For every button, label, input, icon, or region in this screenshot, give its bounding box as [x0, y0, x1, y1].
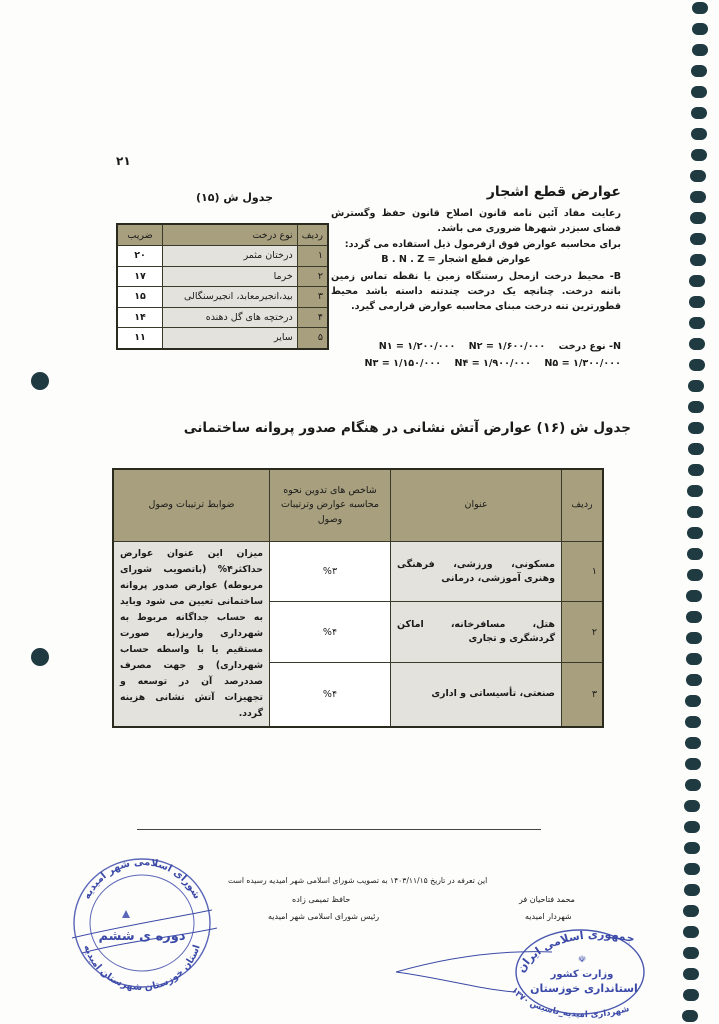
column-header: ردیف [562, 469, 604, 542]
binding-hole [692, 2, 708, 14]
row-index: ۱ [297, 246, 328, 267]
column-header: ردیف [297, 224, 328, 246]
table-header-row [117, 224, 328, 246]
section-body [331, 206, 621, 315]
binding-hole [691, 107, 707, 119]
stamp-text-line: استانداری خوزستان [530, 982, 638, 995]
mayor-title: شهردار امیدیه [525, 912, 572, 921]
collection-rules: میزان این عنوان عوارض حداکثر۴% (باتصویب شورای مربوطه) عوارض صدور پروانه ساختمانی تعیین می شود وباید به حساب جداگانه مربوط به شهرداری واریز(به صورت مستقیم یا با واسطه حساب شهرداری) و جهت مصرف صددرصد آن در توسعه و تجهیزات آتش نشانی هزینه گردد. [113, 542, 270, 728]
column-header: نوع درخت [163, 224, 298, 246]
coefficient: N۱ = ۱/۲۰۰/۰۰۰ [378, 341, 456, 352]
tree-coefficient-table [116, 223, 329, 350]
binding-hole [687, 527, 703, 539]
row-index: ۳ [297, 287, 328, 308]
council-stamp [62, 848, 222, 998]
binding-hole [689, 338, 705, 350]
binding-hole [683, 968, 699, 980]
binding-hole [686, 611, 702, 623]
coefficient-value: ۱۱ [117, 328, 163, 349]
tree-type: بید،انجیرمعابد، انجیرسنگالی [163, 287, 298, 308]
table-caption: جدول ش (۱۵) [196, 191, 273, 204]
usage-title: صنعتی، تأسیساتی و اداری [391, 662, 562, 727]
council-head-title: رئیس شورای اسلامی شهر امیدیه [268, 912, 380, 921]
usage-title: مسکونی، ورزشی، فرهنگی وهنری آموزشی، درمانی [391, 542, 562, 602]
binding-hole [684, 842, 700, 854]
binding-hole [682, 1010, 698, 1022]
binding-hole [690, 233, 706, 245]
row-index: ۵ [297, 328, 328, 349]
binding-hole [690, 212, 706, 224]
binding-hole [690, 170, 706, 182]
binding-hole [689, 296, 705, 308]
row-index: ۲ [297, 266, 328, 287]
stamp-text-line: وزارت کشور [550, 969, 614, 980]
mayor-name: محمد فتاحیان فر [519, 895, 575, 904]
binding-hole [688, 443, 704, 455]
stamp-text-bottom: استان خوزستان شهرستان امیدیه [81, 943, 203, 994]
binding-hole [691, 86, 707, 98]
binding-hole [688, 380, 704, 392]
tree-type: سایر [163, 328, 298, 349]
approval-note: این تعرفه در تاریخ ۱۴۰۳/۱۱/۱۵ به تصویب شورای اسلامی شهر امیدیه رسیده است [228, 876, 488, 885]
footer-divider [137, 829, 541, 830]
row-index: ۱ [562, 542, 604, 602]
svg-text:☫: ☫ [577, 955, 587, 965]
punch-hole [31, 372, 49, 390]
binding-hole [683, 926, 699, 938]
binding-hole [686, 590, 702, 602]
fee-rate: %۴ [270, 602, 391, 662]
column-header: ضوابط ترتیبات وصول [113, 469, 270, 542]
coefficient-list [361, 338, 621, 372]
fire-fee-table [112, 468, 604, 728]
row-index: ۳ [562, 662, 604, 727]
coefficient-value: ۱۷ [117, 266, 163, 287]
binding-hole [692, 44, 708, 56]
page-number: ۲۱ [116, 154, 131, 168]
binding-hole [687, 485, 703, 497]
binding-hole [688, 422, 704, 434]
coefficient: N۴ = ۱/۹۰۰/۰۰۰ [454, 358, 532, 369]
coefficient: N۳ = ۱/۱۵۰/۰۰۰ [364, 358, 442, 369]
coefficient-value: ۱۴ [117, 307, 163, 328]
municipality-stamp [392, 916, 650, 1020]
paragraph: برای محاسبه عوارض فوق ازفرمول ذیل استفاده می گردد: [344, 238, 621, 250]
binding-hole [685, 695, 701, 707]
binding-hole [684, 821, 700, 833]
binding-hole [687, 548, 703, 560]
table-row [117, 307, 328, 328]
binding-hole [688, 401, 704, 413]
binding-hole [686, 632, 702, 644]
formula: B . N . Z = عوارض قطع اشجار [381, 254, 531, 266]
tree-type: خرما [163, 266, 298, 287]
tree-type: درختچه های گل دهنده [163, 307, 298, 328]
binding-hole [687, 569, 703, 581]
table-row [117, 246, 328, 267]
coefficient-line [361, 338, 621, 355]
usage-title: هتل، مسافرخانه، اماکن گردشگری و تجاری [391, 602, 562, 662]
row-index: ۴ [297, 307, 328, 328]
binding-hole [684, 800, 700, 812]
table-row [117, 266, 328, 287]
binding-hole [684, 863, 700, 875]
binding-hole [686, 674, 702, 686]
binding-hole [685, 716, 701, 728]
binding-hole [685, 758, 701, 770]
binding-hole [687, 506, 703, 518]
binding-hole [689, 275, 705, 287]
coefficient: N۵ = ۱/۳۰۰/۰۰۰ [544, 358, 621, 369]
binding-hole [689, 317, 705, 329]
binding-hole [692, 23, 708, 35]
section-title: عوارض قطع اشجار [486, 184, 621, 200]
table-title: جدول ش (۱۶) عوارض آتش نشانی در هنگام صدور پروانه ساختمانی [183, 420, 631, 436]
table-row [113, 542, 603, 602]
column-header: عنوان [391, 469, 562, 542]
stamp-text-top: جمهوری اسلامی ایران [514, 927, 637, 975]
binding-hole [691, 128, 707, 140]
coefficient-value: ۲۰ [117, 246, 163, 267]
coefficient-label: N- نوع درخت [558, 341, 621, 352]
punch-hole [31, 648, 49, 666]
stamp-text-top: شورای اسلامی شهر امیدیه [81, 856, 203, 902]
column-header: ضریب [117, 224, 163, 246]
binding-hole [686, 653, 702, 665]
binding-hole [685, 779, 701, 791]
stamp-text-bottom: شهرداری امیدیه_تاسیس ۱۳۷۰ [508, 985, 631, 1020]
binding-hole [683, 989, 699, 1001]
council-head-name: حافظ تمیمی زاده [292, 895, 351, 904]
binding-hole [691, 65, 707, 77]
column-header: شاخص های تدوین نحوه محاسبه عوارض وترتیبات وصول [270, 469, 391, 542]
coefficient: N۲ = ۱/۶۰۰/۰۰۰ [468, 341, 546, 352]
fee-rate: %۳ [270, 542, 391, 602]
coefficient-line [361, 355, 621, 372]
row-index: ۲ [562, 602, 604, 662]
binding-hole [688, 464, 704, 476]
binding-hole [689, 359, 705, 371]
binding-hole [690, 254, 706, 266]
binding-hole [690, 191, 706, 203]
binding-hole [684, 884, 700, 896]
paragraph: رعایت مفاد آئین نامه قانون اصلاح قانون حفظ وگسترش فضای سبزدر شهرها ضروری می باشد. [331, 208, 621, 235]
binding-hole [691, 149, 707, 161]
table-row [117, 328, 328, 349]
definition-b: B- محیط درخت ازمحل رستنگاه زمین یا نقطه تماس زمین باتنه درخت. چنانچه یک درخت چندتنه داسته باشد محیط قطورترین تنه درخت مبنای محاسبه عوارض قرارمی گیرد. [331, 270, 621, 313]
table-header-row [113, 469, 603, 542]
table-row [117, 287, 328, 308]
binding-hole [683, 947, 699, 959]
binding-hole [683, 905, 699, 917]
binding-hole [685, 737, 701, 749]
fee-rate: %۴ [270, 662, 391, 727]
stamp-text-center: دوره ی ششم [98, 929, 186, 944]
tree-type: درختان مثمر [163, 246, 298, 267]
coefficient-value: ۱۵ [117, 287, 163, 308]
